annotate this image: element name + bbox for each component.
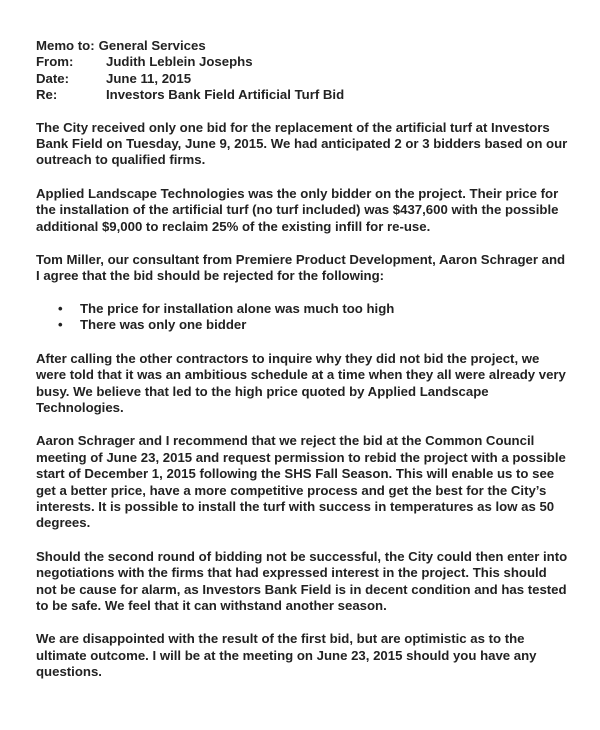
memo-from-row — [36, 54, 570, 70]
paragraph-second-round: Should the second round of bidding not be successful, the City could then enter into negotiations with the firms that had expressed interest in the project. This should not be cause for alarm, as Investors Bank Field is in decent condition and has tested to be safe. We feel that it can withstand another season. — [36, 548, 568, 613]
paragraph-bid-received: The City received only one bid for the replacement of the artificial turf at Investors Bank Field on Tuesday, June 9, 2015. We had anticipated 2 or 3 bidders based on our outreach to qualified firms. — [36, 119, 568, 168]
paragraph-contractor-calls: After calling the other contractors to inquire why they did not bid the project, we were told that it was an ambitious schedule at a time when they all were already very busy. We believe that led to the high price quoted by Applied Landscape Technologies. — [36, 350, 566, 415]
memo-re-label: Re: — [36, 87, 58, 103]
memo-from-label: From: — [36, 54, 74, 70]
memo-from-value: Judith Leblein Josephs — [106, 54, 253, 70]
paragraph-only-bidder: Applied Landscape Technologies was the only bidder on the project. Their price for the installation of the artificial turf (no turf included) was $437,600 with the possible additional $9,000 to reclaim 25% of the existing infill for re-use. — [36, 185, 559, 234]
list-item-text: There was only one bidder — [80, 317, 247, 333]
paragraph-recommendation: Aaron Schrager and I recommend that we reject the bid at the Common Council meeting of June 23, 2015 and request permission to rebid the project with a possible start of December 1, 2015 following the SHS Fall Season. This will enable us to see get a better price, have a more competitive process and get the best for the City’s interests. It is possible to install the turf with success in temperatures as low as 50 degrees. — [36, 433, 566, 531]
memo-date-row — [36, 71, 570, 87]
bullet-icon: • — [58, 300, 63, 316]
memo-re-value: Investors Bank Field Artificial Turf Bid — [106, 87, 345, 103]
bullet-icon: • — [58, 317, 63, 333]
memo-to-value: General Services — [98, 38, 206, 53]
paragraph-reject-agreement: Tom Miller, our consultant from Premiere Product Development, Aaron Schrager and I agree that the bid should be rejected for the following: — [36, 252, 566, 284]
list-item — [36, 317, 570, 333]
memo-date-value: June 11, 2015 — [106, 70, 192, 86]
memo-date-label: Date: — [36, 70, 69, 86]
memo-to-label: Memo to: — [36, 38, 95, 53]
memo-to-row — [36, 38, 570, 54]
memo-header — [36, 38, 570, 104]
rejection-reasons-list — [36, 301, 570, 334]
list-item — [36, 301, 570, 317]
memo-re-row — [36, 87, 570, 103]
paragraph-closing: We are disappointed with the result of the first bid, but are optimistic as to the ultimate outcome. I will be at the meeting on June 23, 2015 should you have any questions. — [36, 631, 537, 680]
list-item-text: The price for installation alone was much too high — [80, 300, 395, 316]
